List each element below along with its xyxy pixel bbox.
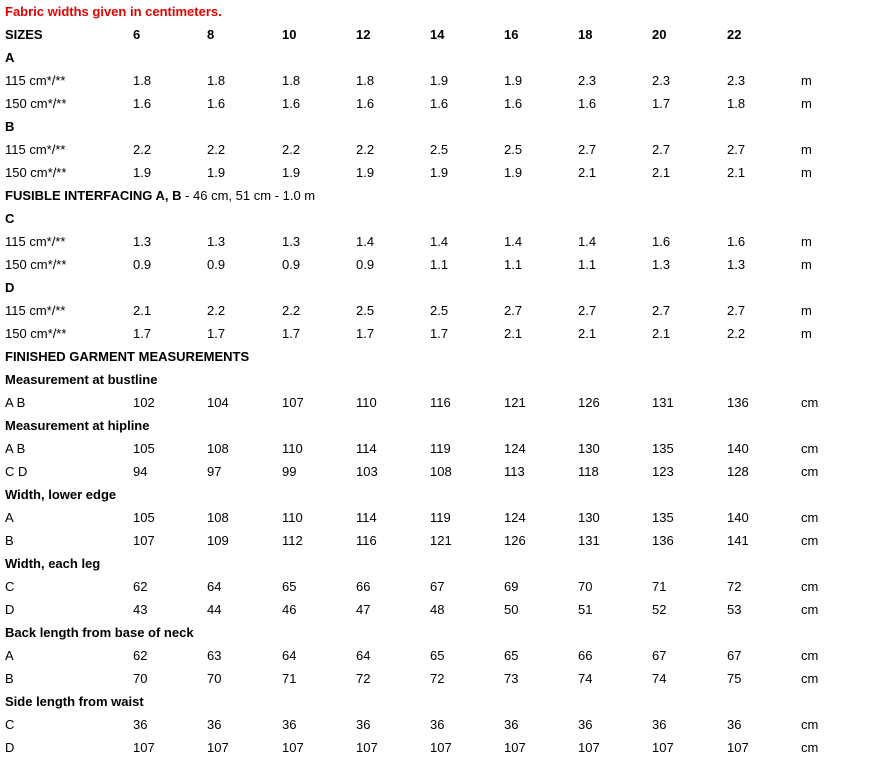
- value-cell: 1.7: [356, 326, 375, 341]
- section-heading-row: [0, 46, 877, 69]
- value-cell: 1.9: [133, 165, 152, 180]
- section-heading-finished-garment-measurements: [5, 348, 249, 365]
- value-cell: 103: [356, 464, 378, 479]
- table-row: [0, 161, 877, 184]
- value-cell: 1.8: [282, 73, 301, 88]
- section-heading-note: - 46 cm, 51 cm - 1.0 m: [181, 188, 316, 203]
- value-cell: 1.7: [652, 96, 671, 111]
- value-cell: 64: [356, 648, 371, 663]
- value-cell: 107: [727, 740, 749, 755]
- unit-cell: cm: [801, 510, 819, 525]
- value-cell: 108: [207, 441, 229, 456]
- value-cell: 107: [430, 740, 452, 755]
- value-cell: 105: [133, 510, 155, 525]
- value-cell: 36: [133, 717, 148, 732]
- value-cell: 1.7: [430, 326, 449, 341]
- value-cell: 124: [504, 441, 526, 456]
- value-cell: 141: [727, 533, 749, 548]
- value-cell: 48: [430, 602, 445, 617]
- value-cell: 97: [207, 464, 222, 479]
- value-cell: 1.4: [356, 234, 375, 249]
- value-cell: 1.1: [578, 257, 597, 272]
- value-cell: 2.2: [207, 303, 226, 318]
- value-cell: 114: [356, 510, 377, 525]
- value-cell: 65: [282, 579, 297, 594]
- value-cell: 1.7: [133, 326, 152, 341]
- section-heading-d: [5, 279, 14, 296]
- value-cell: 126: [578, 395, 600, 410]
- value-cell: 135: [652, 510, 674, 525]
- table-row: [0, 69, 877, 92]
- row-label: 115 cm*/**: [5, 73, 66, 88]
- value-cell: 1.3: [207, 234, 226, 249]
- value-cell: 105: [133, 441, 155, 456]
- value-cell: 2.5: [430, 142, 449, 157]
- value-cell: 123: [652, 464, 674, 479]
- table-row: [0, 391, 877, 414]
- table-row: [0, 138, 877, 161]
- value-cell: 136: [652, 533, 674, 548]
- value-cell: 74: [578, 671, 593, 686]
- section-heading-c: [5, 210, 14, 227]
- section-heading-a: [5, 49, 14, 66]
- value-cell: 1.6: [727, 234, 746, 249]
- section-heading-row: [0, 552, 877, 575]
- table-row: [0, 437, 877, 460]
- value-cell: 135: [652, 441, 674, 456]
- section-heading-text: Measurement at bustline: [5, 372, 158, 387]
- unit-cell: cm: [801, 395, 819, 410]
- value-cell: 140: [727, 510, 749, 525]
- table-row: [0, 575, 877, 598]
- table-row: [0, 460, 877, 483]
- value-cell: 1.4: [504, 234, 523, 249]
- value-cell: 2.1: [652, 165, 671, 180]
- value-cell: 1.9: [207, 165, 226, 180]
- section-heading-text: Width, each leg: [5, 556, 101, 571]
- size-header: 12: [356, 27, 371, 42]
- value-cell: 44: [207, 602, 222, 617]
- value-cell: 1.1: [430, 257, 449, 272]
- section-heading-row: [0, 207, 877, 230]
- value-cell: 128: [727, 464, 749, 479]
- unit-cell: m: [801, 326, 812, 341]
- value-cell: 2.1: [727, 165, 746, 180]
- section-heading-measurement-at-bustline: [5, 371, 157, 388]
- value-cell: 36: [207, 717, 222, 732]
- table-row: [0, 299, 877, 322]
- value-cell: 71: [652, 579, 667, 594]
- value-cell: 2.2: [207, 142, 226, 157]
- value-cell: 71: [282, 671, 297, 686]
- value-cell: 70: [578, 579, 593, 594]
- value-cell: 1.9: [504, 73, 523, 88]
- value-cell: 1.7: [282, 326, 301, 341]
- value-cell: 36: [282, 717, 297, 732]
- value-cell: 36: [356, 717, 371, 732]
- value-cell: 110: [282, 441, 303, 456]
- value-cell: 107: [356, 740, 378, 755]
- value-cell: 36: [430, 717, 445, 732]
- value-cell: 1.4: [578, 234, 597, 249]
- value-cell: 67: [430, 579, 445, 594]
- value-cell: 46: [282, 602, 297, 617]
- unit-cell: m: [801, 234, 812, 249]
- unit-cell: m: [801, 165, 812, 180]
- row-label: A B: [5, 441, 26, 456]
- value-cell: 2.7: [578, 303, 597, 318]
- row-label: 150 cm*/**: [5, 96, 67, 111]
- value-cell: 116: [356, 533, 377, 548]
- value-cell: 1.6: [133, 96, 152, 111]
- value-cell: 1.9: [430, 165, 449, 180]
- value-cell: 1.8: [727, 96, 746, 111]
- value-cell: 2.2: [282, 303, 301, 318]
- value-cell: 65: [430, 648, 445, 663]
- section-heading-fusible-interfacing-a-b: [5, 187, 315, 204]
- table-row: [0, 253, 877, 276]
- table-row: [0, 598, 877, 621]
- section-heading-row: [0, 621, 877, 644]
- value-cell: 62: [133, 579, 148, 594]
- table-row: [0, 529, 877, 552]
- value-cell: 1.7: [207, 326, 226, 341]
- sizes-header-row: [0, 23, 877, 46]
- value-cell: 119: [430, 441, 451, 456]
- size-header: 10: [282, 27, 297, 42]
- section-heading-b: [5, 118, 14, 135]
- row-label: C: [5, 579, 15, 594]
- value-cell: 72: [430, 671, 445, 686]
- value-cell: 107: [282, 740, 304, 755]
- unit-cell: m: [801, 303, 812, 318]
- value-cell: 1.3: [133, 234, 152, 249]
- value-cell: 2.1: [578, 165, 597, 180]
- size-header: 20: [652, 27, 667, 42]
- value-cell: 69: [504, 579, 519, 594]
- size-header: 6: [133, 27, 141, 42]
- table-row: [0, 506, 877, 529]
- value-cell: 1.3: [652, 257, 671, 272]
- value-cell: 1.6: [430, 96, 449, 111]
- value-cell: 66: [356, 579, 371, 594]
- unit-cell: cm: [801, 464, 819, 479]
- unit-cell: m: [801, 257, 812, 272]
- title-row: [0, 0, 877, 23]
- value-cell: 64: [207, 579, 222, 594]
- section-heading-text: B: [5, 119, 15, 134]
- value-cell: 1.6: [356, 96, 375, 111]
- unit-cell: m: [801, 142, 812, 157]
- value-cell: 1.8: [133, 73, 152, 88]
- value-cell: 1.6: [578, 96, 597, 111]
- value-cell: 47: [356, 602, 371, 617]
- page-title: Fabric widths given in centimeters.: [5, 4, 222, 19]
- value-cell: 36: [652, 717, 667, 732]
- value-cell: 2.7: [504, 303, 523, 318]
- value-cell: 2.5: [430, 303, 449, 318]
- value-cell: 107: [504, 740, 526, 755]
- value-cell: 108: [207, 510, 229, 525]
- unit-cell: cm: [801, 717, 819, 732]
- value-cell: 119: [430, 510, 451, 525]
- value-cell: 121: [504, 395, 526, 410]
- value-cell: 66: [578, 648, 593, 663]
- value-cell: 94: [133, 464, 148, 479]
- section-heading-text: Width, lower edge: [5, 487, 117, 502]
- value-cell: 1.9: [430, 73, 449, 88]
- value-cell: 2.1: [504, 326, 523, 341]
- value-cell: 2.7: [652, 142, 671, 157]
- value-cell: 109: [207, 533, 229, 548]
- table-row: [0, 713, 877, 736]
- value-cell: 113: [504, 464, 525, 479]
- row-label: A: [5, 510, 14, 525]
- unit-cell: cm: [801, 602, 819, 617]
- value-cell: 130: [578, 510, 600, 525]
- value-cell: 0.9: [356, 257, 375, 272]
- value-cell: 1.6: [282, 96, 301, 111]
- value-cell: 2.3: [727, 73, 746, 88]
- value-cell: 1.9: [504, 165, 523, 180]
- value-cell: 1.4: [430, 234, 449, 249]
- value-cell: 130: [578, 441, 600, 456]
- row-label: A B: [5, 395, 26, 410]
- section-heading-text: A: [5, 50, 15, 65]
- value-cell: 63: [207, 648, 222, 663]
- section-heading-text: Measurement at hipline: [5, 418, 150, 433]
- value-cell: 108: [430, 464, 452, 479]
- section-heading-text: Back length from base of neck: [5, 625, 194, 640]
- value-cell: 140: [727, 441, 749, 456]
- section-heading-text: FUSIBLE INTERFACING A, B: [5, 188, 182, 203]
- value-cell: 67: [652, 648, 667, 663]
- table-row: [0, 667, 877, 690]
- section-heading-side-length-from-waist: [5, 693, 144, 710]
- value-cell: 50: [504, 602, 519, 617]
- row-label: A: [5, 648, 14, 663]
- value-cell: 0.9: [282, 257, 301, 272]
- value-cell: 1.1: [504, 257, 523, 272]
- value-cell: 2.7: [578, 142, 597, 157]
- value-cell: 112: [282, 533, 303, 548]
- section-heading-measurement-at-hipline: [5, 417, 149, 434]
- size-header: 18: [578, 27, 593, 42]
- value-cell: 2.1: [133, 303, 152, 318]
- table-row: [0, 92, 877, 115]
- row-label: B: [5, 533, 14, 548]
- section-heading-width-lower-edge: [5, 486, 116, 503]
- section-heading-row: [0, 184, 877, 207]
- section-heading-text: C: [5, 211, 15, 226]
- value-cell: 2.5: [356, 303, 375, 318]
- value-cell: 1.8: [207, 73, 226, 88]
- value-cell: 131: [578, 533, 600, 548]
- value-cell: 36: [727, 717, 742, 732]
- value-cell: 2.2: [727, 326, 746, 341]
- value-cell: 2.3: [578, 73, 597, 88]
- value-cell: 2.1: [652, 326, 671, 341]
- value-cell: 1.6: [652, 234, 671, 249]
- section-heading-row: [0, 276, 877, 299]
- value-cell: 67: [727, 648, 742, 663]
- value-cell: 51: [578, 602, 593, 617]
- value-cell: 2.3: [652, 73, 671, 88]
- value-cell: 1.6: [207, 96, 226, 111]
- unit-cell: cm: [801, 441, 819, 456]
- value-cell: 104: [207, 395, 229, 410]
- unit-cell: cm: [801, 648, 819, 663]
- section-heading-text: D: [5, 280, 15, 295]
- table-row: [0, 644, 877, 667]
- row-label: C D: [5, 464, 28, 479]
- section-heading-text: Side length from waist: [5, 694, 144, 709]
- value-cell: 2.7: [652, 303, 671, 318]
- value-cell: 110: [356, 395, 377, 410]
- value-cell: 0.9: [133, 257, 152, 272]
- value-cell: 53: [727, 602, 742, 617]
- value-cell: 70: [133, 671, 148, 686]
- value-cell: 62: [133, 648, 148, 663]
- table-row: [0, 736, 877, 759]
- section-heading-row: [0, 690, 877, 713]
- size-header: 22: [727, 27, 742, 42]
- value-cell: 99: [282, 464, 297, 479]
- value-cell: 107: [652, 740, 674, 755]
- value-cell: 107: [282, 395, 304, 410]
- value-cell: 110: [282, 510, 303, 525]
- value-cell: 74: [652, 671, 667, 686]
- value-cell: 2.2: [282, 142, 301, 157]
- size-header: 14: [430, 27, 445, 42]
- section-heading-text: FINISHED GARMENT MEASUREMENTS: [5, 349, 250, 364]
- section-heading-row: [0, 368, 877, 391]
- value-cell: 64: [282, 648, 297, 663]
- value-cell: 1.9: [282, 165, 301, 180]
- unit-cell: m: [801, 96, 812, 111]
- row-label: B: [5, 671, 14, 686]
- row-label: 115 cm*/**: [5, 303, 66, 318]
- value-cell: 70: [207, 671, 222, 686]
- row-label: 150 cm*/**: [5, 165, 67, 180]
- value-cell: 73: [504, 671, 519, 686]
- value-cell: 75: [727, 671, 742, 686]
- sizes-label: SIZES: [5, 27, 43, 42]
- value-cell: 1.6: [504, 96, 523, 111]
- value-cell: 124: [504, 510, 526, 525]
- value-cell: 107: [133, 533, 155, 548]
- unit-cell: cm: [801, 579, 819, 594]
- value-cell: 131: [652, 395, 674, 410]
- value-cell: 114: [356, 441, 377, 456]
- value-cell: 1.3: [282, 234, 301, 249]
- value-cell: 136: [727, 395, 749, 410]
- row-label: D: [5, 602, 15, 617]
- row-label: 150 cm*/**: [5, 326, 67, 341]
- section-heading-row: [0, 115, 877, 138]
- value-cell: 43: [133, 602, 148, 617]
- value-cell: 116: [430, 395, 451, 410]
- value-cell: 1.3: [727, 257, 746, 272]
- value-cell: 65: [504, 648, 519, 663]
- section-heading-width-each-leg: [5, 555, 100, 572]
- value-cell: 2.5: [504, 142, 523, 157]
- value-cell: 121: [430, 533, 452, 548]
- section-heading-row: [0, 483, 877, 506]
- table-row: [0, 322, 877, 345]
- value-cell: 36: [578, 717, 593, 732]
- value-cell: 107: [207, 740, 229, 755]
- value-cell: 52: [652, 602, 667, 617]
- value-cell: 72: [727, 579, 742, 594]
- value-cell: 0.9: [207, 257, 226, 272]
- table-row: [0, 230, 877, 253]
- value-cell: 102: [133, 395, 155, 410]
- value-cell: 2.2: [133, 142, 152, 157]
- section-heading-row: [0, 345, 877, 368]
- section-heading-back-length-from-base-of-neck: [5, 624, 194, 641]
- value-cell: 118: [578, 464, 599, 479]
- value-cell: 2.2: [356, 142, 375, 157]
- value-cell: 107: [133, 740, 155, 755]
- unit-cell: cm: [801, 671, 819, 686]
- size-header: 16: [504, 27, 519, 42]
- row-label: 115 cm*/**: [5, 234, 66, 249]
- row-label: C: [5, 717, 15, 732]
- value-cell: 1.8: [356, 73, 375, 88]
- value-cell: 36: [504, 717, 519, 732]
- value-cell: 2.1: [578, 326, 597, 341]
- size-header: 8: [207, 27, 215, 42]
- value-cell: 1.9: [356, 165, 375, 180]
- value-cell: 107: [578, 740, 600, 755]
- row-label: 115 cm*/**: [5, 142, 66, 157]
- value-cell: 2.7: [727, 142, 746, 157]
- row-label: 150 cm*/**: [5, 257, 67, 272]
- unit-cell: m: [801, 73, 812, 88]
- value-cell: 2.7: [727, 303, 746, 318]
- unit-cell: cm: [801, 533, 819, 548]
- row-label: D: [5, 740, 15, 755]
- unit-cell: cm: [801, 740, 819, 755]
- value-cell: 72: [356, 671, 371, 686]
- value-cell: 126: [504, 533, 526, 548]
- section-heading-row: [0, 414, 877, 437]
